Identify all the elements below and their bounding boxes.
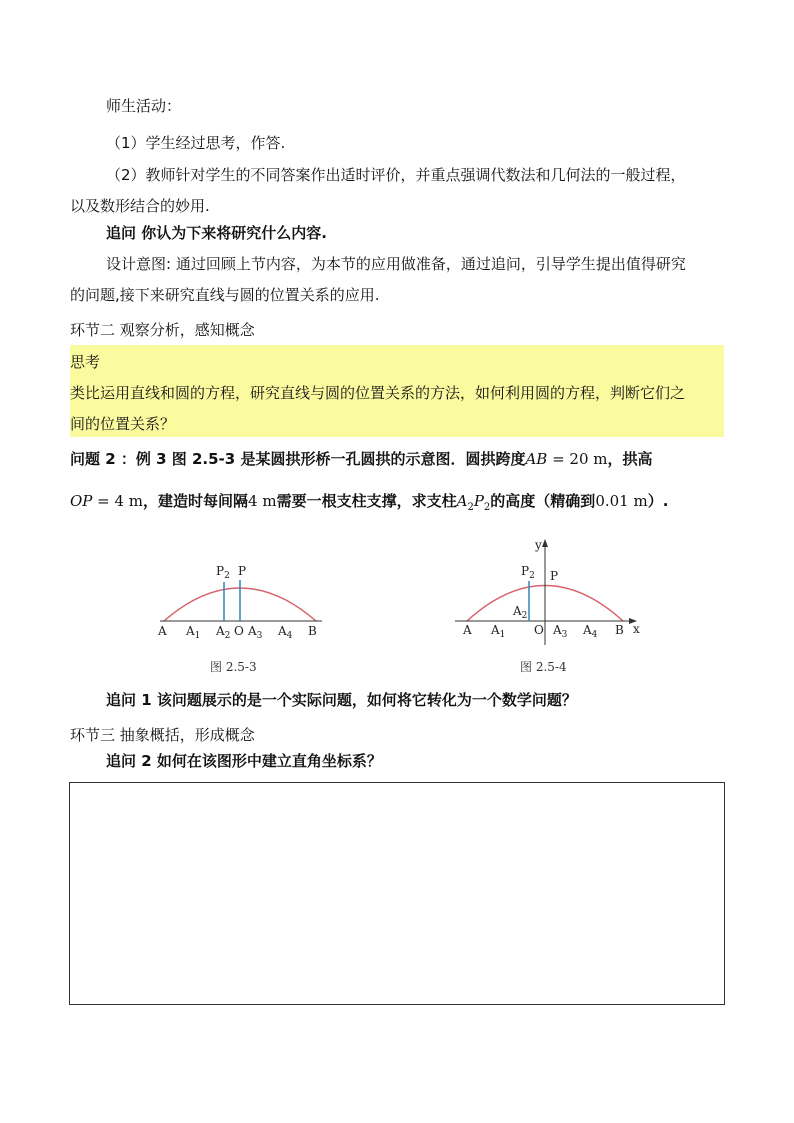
problem-text: 问题 2 ：例 3 图 2.5-3 是某圆拱形桥一孔圆拱的示意图．圆拱跨度 xyxy=(70,450,526,468)
math-sub: 2 xyxy=(467,502,474,513)
label-a1: $A_1$ xyxy=(186,624,201,641)
label-a1: $A_1$ xyxy=(491,623,506,640)
label-a4: $A_4$ xyxy=(278,624,293,641)
think-label: 思考 xyxy=(70,353,101,371)
design-intent-line-a: 设计意图: 通过回顾上节内容，为本节的应用做准备，通过追问，引导学生提出值得研究 xyxy=(106,255,686,273)
section-2-heading: 环节二 观察分析，感知概念 xyxy=(70,321,255,339)
label-o: O xyxy=(534,623,544,637)
math-sub: 2 xyxy=(483,502,491,513)
figure-2-5-3 xyxy=(150,555,340,645)
math-precision: 0.01 m xyxy=(595,492,648,510)
caption-fig-2-5-3: 图 2.5-3 xyxy=(210,660,257,674)
label-a3: $A_3$ xyxy=(248,624,263,641)
figure-2-5-4 xyxy=(455,535,655,645)
math-interval: 4 m xyxy=(248,492,277,510)
math-op-value: = 4 m xyxy=(92,492,144,510)
label-a2: $A_2$ xyxy=(216,624,231,641)
math-pillar-a: A xyxy=(456,492,468,510)
problem-text: ，建造时每间隔 xyxy=(143,492,249,510)
label-p2: $P_2$ xyxy=(216,564,230,581)
label-p2: $P_2$ xyxy=(521,564,535,581)
label-p: P xyxy=(238,564,247,578)
y-axis-arrow xyxy=(542,539,548,547)
section-3-heading: 环节三 抽象概括，形成概念 xyxy=(70,726,255,744)
label-a: A xyxy=(463,623,472,637)
math-op: OP xyxy=(70,492,93,510)
label-y: y xyxy=(535,538,542,552)
followup-2: 追问 2 如何在该图形中建立直角坐标系？ xyxy=(106,752,382,770)
label-p: P xyxy=(550,569,559,583)
step-1: （1）学生经过思考，作答. xyxy=(106,134,286,152)
followup-1: 追问 1 该问题展示的是一个实际问题，如何将它转化为一个数学问题？ xyxy=(106,691,577,709)
math-ab: AB xyxy=(525,450,548,468)
think-line-a: 类比运用直线和圆的方程，研究直线与圆的位置关系的方法，如何利用圆的方程，判断它们之 xyxy=(70,384,686,402)
design-intent-line-b: 的问题,接下来研究直线与圆的位置关系的应用. xyxy=(70,286,380,304)
math-pillar-p: P xyxy=(473,492,484,510)
math-ab-value: = 20 m xyxy=(547,450,608,468)
label-a: A xyxy=(158,624,167,638)
step-2-line-a: （2）教师针对学生的不同答案作出适时评价，并重点强调代数法和几何法的一般过程， xyxy=(106,166,686,184)
problem-text: ，拱高 xyxy=(607,450,653,468)
label-o: O xyxy=(234,624,244,638)
label-x: x xyxy=(633,622,640,636)
label-a3: $A_3$ xyxy=(553,623,568,640)
problem-line-1 xyxy=(70,449,653,469)
problem-line-2 xyxy=(70,491,668,518)
followup-question: 追问 你认为下来将研究什么内容. xyxy=(106,224,327,242)
problem-text: 需要一根支柱支撑，求支柱 xyxy=(276,492,457,510)
activity-label: 师生活动： xyxy=(106,97,182,115)
step-2-line-b: 以及数形结合的妙用. xyxy=(70,197,210,215)
label-a2: $A_2$ xyxy=(513,604,528,621)
problem-text: ）. xyxy=(647,492,669,510)
think-line-b: 间的位置关系？ xyxy=(70,415,176,433)
problem-text: 的高度（精确到 xyxy=(490,492,596,510)
caption-fig-2-5-4: 图 2.5-4 xyxy=(520,660,567,674)
label-b: B xyxy=(615,623,624,637)
label-b: B xyxy=(308,624,317,638)
answer-box xyxy=(69,782,725,1005)
label-a4: $A_4$ xyxy=(583,623,598,640)
